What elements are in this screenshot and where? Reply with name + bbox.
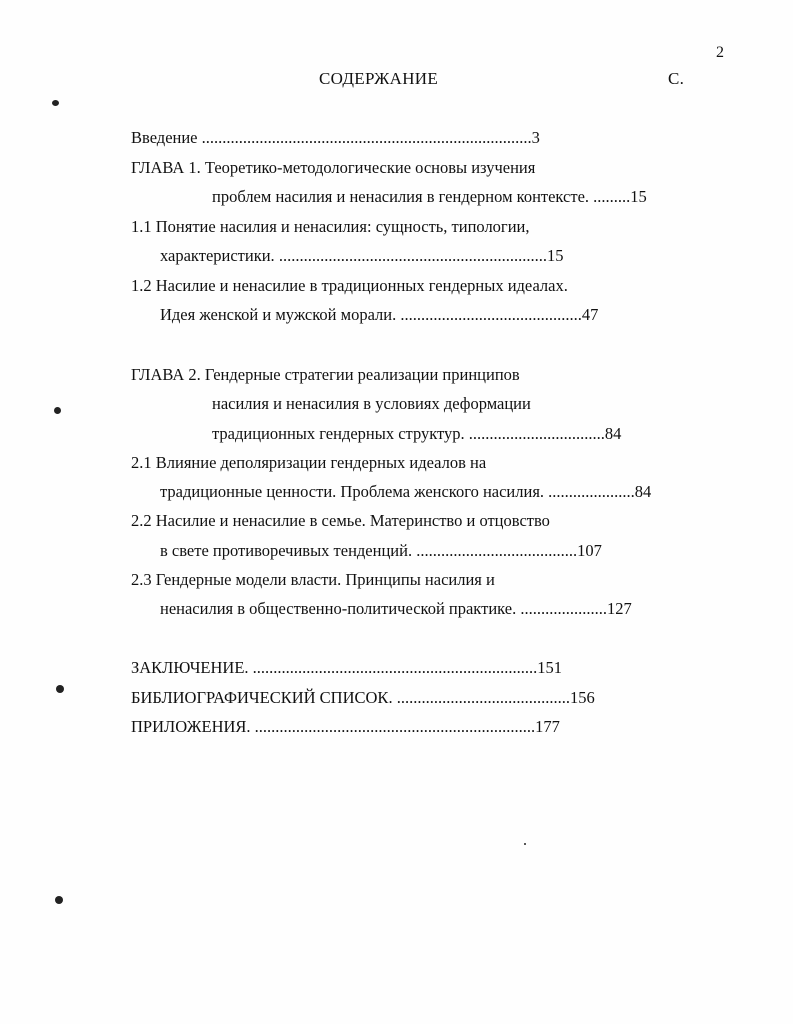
toc-section-2-3-line1: 2.3 Гендерные модели власти. Принципы насилия и <box>131 570 495 589</box>
toc-leader-dots: ......... <box>593 187 631 206</box>
page-column-label: С. <box>668 69 685 88</box>
toc-section-2-2-line1: 2.2 Насилие и ненасилие в семье. Материнство и отцовство <box>131 511 550 530</box>
toc-section-1-2-line1: 1.2 Насилие и ненасилие в традиционных гендерных идеалах. <box>131 276 568 295</box>
toc-leader-dots: ................................. <box>468 424 605 443</box>
scan-speck <box>52 100 59 106</box>
toc-entry-label: характеристики. <box>160 246 279 265</box>
toc-title: СОДЕРЖАНИЕ <box>319 69 439 88</box>
toc-section-2-2-line2 <box>160 541 602 561</box>
scan-speck <box>56 685 64 693</box>
toc-leader-dots: .......................................... <box>400 305 574 324</box>
toc-chapter1-line2 <box>212 187 647 207</box>
toc-chapter1-line1: ГЛАВА 1. Теоретико-методологические основы изучения <box>131 158 536 177</box>
toc-section-1-1-line2 <box>160 246 563 266</box>
scan-speck <box>55 896 63 904</box>
toc-entry-bibliography <box>131 688 595 708</box>
toc-page-number: 127 <box>606 599 632 618</box>
page-number: 2 <box>716 44 724 61</box>
toc-section-1-2-line2 <box>160 305 598 325</box>
toc-page-number: 107 <box>577 541 602 560</box>
toc-entry-label: Идея женской и мужской морали. <box>160 305 401 324</box>
toc-entry-appendices <box>131 717 560 737</box>
toc-entry-conclusion <box>131 658 562 678</box>
scan-speck <box>54 407 61 414</box>
scan-speck <box>524 843 526 845</box>
toc-page-number: 156 <box>569 688 595 707</box>
toc-page-number: ..47 <box>573 305 599 324</box>
toc-page-number: 15 <box>630 187 647 206</box>
toc-chapter2-line3 <box>212 424 621 444</box>
toc-entry-label: ПРИЛОЖЕНИЯ. <box>131 717 255 736</box>
toc-chapter2-line1: ГЛАВА 2. Гендерные стратегии реализации принципов <box>131 365 520 384</box>
toc-page-number: ...84 <box>622 482 652 501</box>
toc-section-1-1-line1: 1.1 Понятие насилия и ненасилия: сущность, типологии, <box>131 217 530 236</box>
toc-leader-dots: ................................................................. <box>278 246 547 265</box>
toc-entry-label: традиционных гендерных структур. <box>212 424 469 443</box>
toc-leader-dots: ....................................... <box>416 541 578 560</box>
toc-entry-label: Введение <box>131 128 202 147</box>
toc-page-number: 151 <box>537 658 563 677</box>
toc-page-number: 177 <box>535 717 560 736</box>
toc-page-number: 3 <box>531 128 540 147</box>
toc-section-2-3-line2 <box>160 599 632 619</box>
toc-entry-label: проблем насилия и ненасилия в гендерном контексте. <box>212 187 594 206</box>
toc-entry-label: БИБЛИОГРАФИЧЕСКИЙ СПИСОК. <box>131 688 397 707</box>
toc-page-number: 84 <box>604 424 622 443</box>
toc-leader-dots: .................................................................... <box>254 717 536 736</box>
toc-leader-dots: ..................... <box>520 599 607 618</box>
toc-chapter2-line2: насилия и ненасилия в условиях деформации <box>212 394 531 413</box>
toc-entry-label: в свете противоречивых тенденций. <box>160 541 417 560</box>
toc-entry-label: ненасилия в общественно-политической практике. <box>160 599 521 618</box>
toc-leader-dots: ..................................................................... <box>252 658 538 677</box>
toc-entry-label: ЗАКЛЮЧЕНИЕ. <box>131 658 253 677</box>
toc-entry-label: традиционные ценности. Проблема женского насилия. <box>160 482 549 501</box>
toc-section-2-1-line2 <box>160 482 651 502</box>
toc-leader-dots: ................................................................................ <box>201 128 532 147</box>
toc-page-number: 15 <box>546 246 564 265</box>
toc-entry-intro <box>131 128 540 148</box>
toc-leader-dots: .......................................... <box>396 688 570 707</box>
toc-section-2-1-line1: 2.1 Влияние деполяризации гендерных идеалов на <box>131 453 487 472</box>
toc-leader-dots: .................. <box>548 482 623 501</box>
